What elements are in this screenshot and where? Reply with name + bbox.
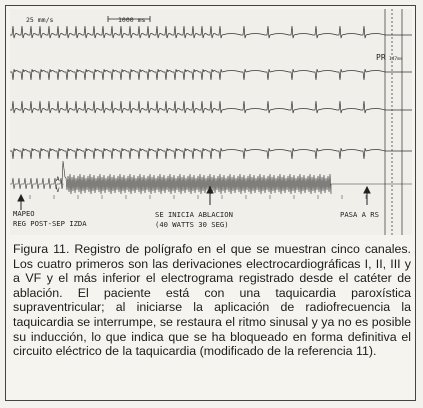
figure-label: Figura 11. [13, 242, 70, 256]
pr-label: PR [376, 53, 386, 62]
ecg-lead-3 [10, 101, 412, 113]
marker-a: A [56, 176, 60, 183]
annot-reg-post-sep: REG POST-SEP IZDA [13, 219, 87, 228]
figure-caption [13, 242, 411, 359]
ecg-lead-1 [10, 26, 412, 38]
marker-v: V [56, 187, 60, 194]
ecg-lead-2 [10, 69, 412, 80]
annot-sinus-rhythm: PASA A RS [340, 210, 379, 219]
speed-label: 25 mm/s [26, 16, 54, 24]
annot-ablation-params: (40 WATTS 30 SEG) [155, 220, 229, 229]
vertical-markers [385, 9, 402, 235]
ecg-lead-4 [10, 148, 412, 159]
pr-value: 147ms [389, 57, 403, 62]
annot-ablation-start: SE INICIA ABLACION [155, 210, 233, 219]
annot-mapeo: MAPEO [13, 209, 35, 218]
caption-text: Registro de polígrafo en el que se muestran cinco canales. Los cuatro primeros son las derivaciones electrocardiográficas I, II, III y a VF y el más inferior el electrograma registrado desde el catéter de ablación. El paciente está con una taquicardia paroxística supraventricular; al iniciarse la aplicación de radiofrecuencia la taquicardia se interrumpe, se restaura el ritmo sinusal y ya no es posible su inducción, lo que indica que se ha bloqueado en forma definitiva el circuito eléctrico de la taquicardia (modificado de la referencia 11). [13, 242, 411, 359]
ecg-channels [10, 26, 412, 199]
time-label: 1000 ms [118, 16, 146, 24]
polygraph-tracing [10, 9, 412, 235]
